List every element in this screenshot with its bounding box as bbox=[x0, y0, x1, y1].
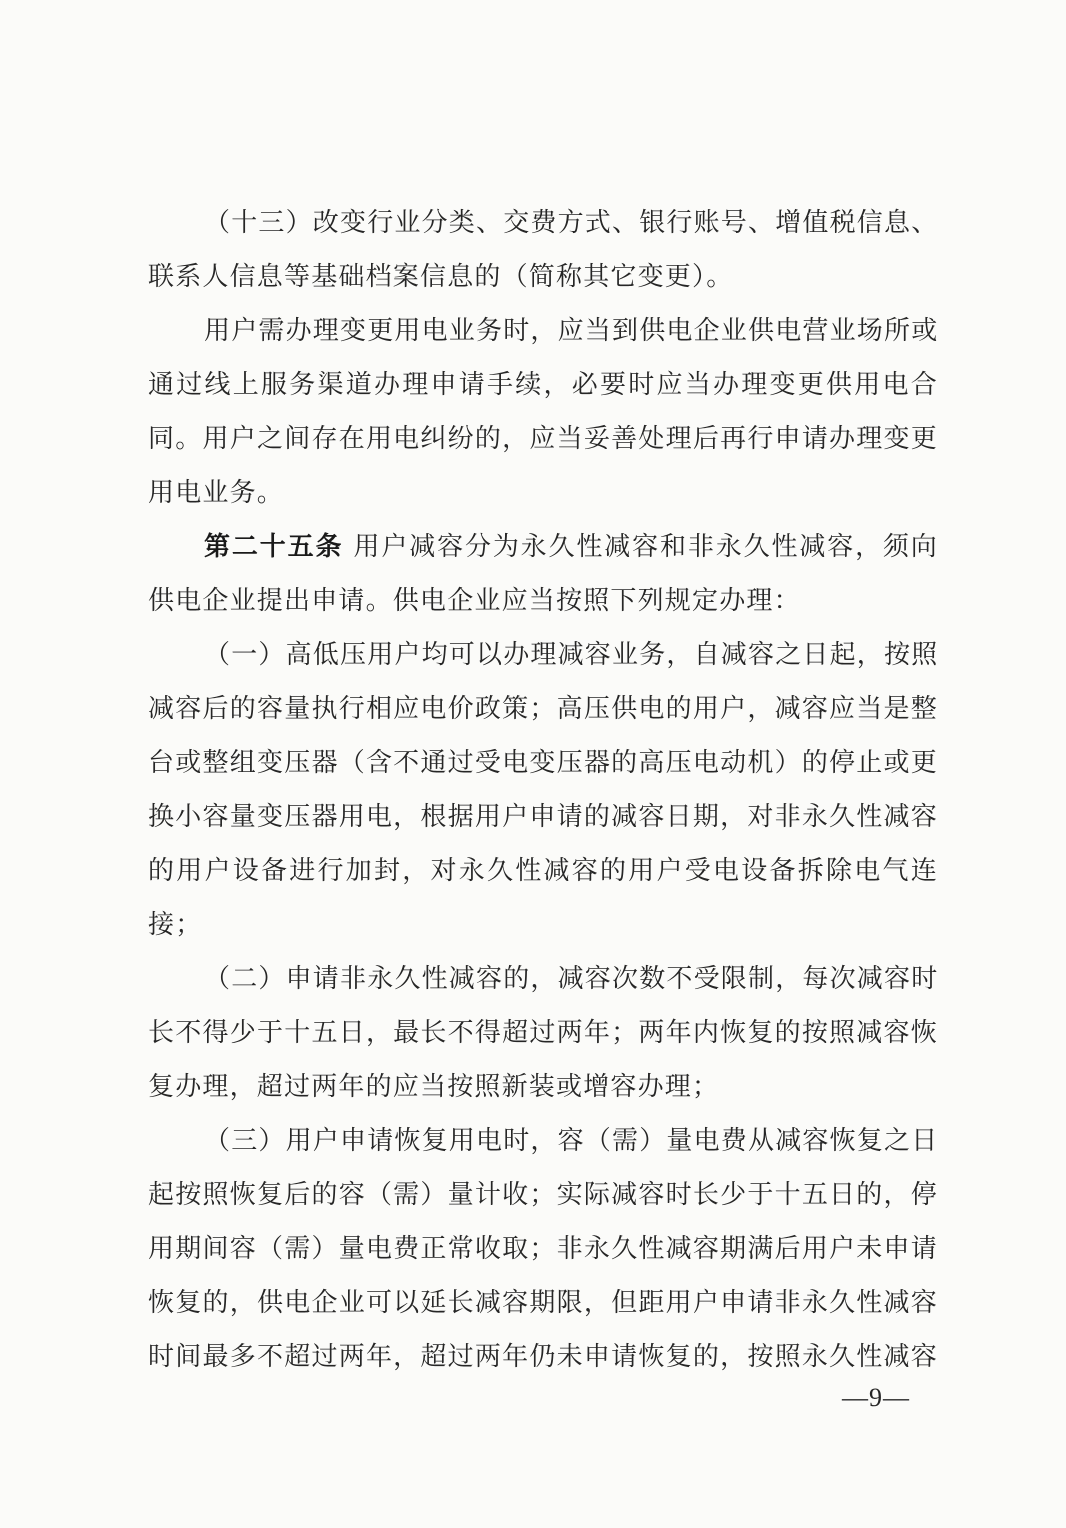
text-line: （三）用户申请恢复用电时，容（需）量电费从减容恢复之日 bbox=[204, 1126, 939, 1156]
page-number: —9— bbox=[842, 1383, 910, 1412]
article-heading: 第二十五条 bbox=[204, 532, 344, 562]
text-line: （十三）改变行业分类、交费方式、银行账号、增值税信息、 bbox=[204, 208, 939, 238]
article-line bbox=[148, 520, 938, 574]
text-line: 供电企业提出申请。供电企业应当按照下列规定办理： bbox=[148, 586, 801, 616]
text-line: 恢复的，供电企业可以延长减容期限，但距用户申请非永久性减容 bbox=[148, 1288, 938, 1318]
text-line: 接； bbox=[148, 910, 203, 940]
body-text bbox=[148, 196, 938, 1384]
text-line: 台或整组变压器（含不通过受电变压器的高压电动机）的停止或更 bbox=[148, 748, 938, 778]
text-line: 用户需办理变更用电业务时，应当到供电企业供电营业场所或 bbox=[204, 316, 939, 346]
text-line: 用电业务。 bbox=[148, 478, 285, 508]
text-line: 复办理，超过两年的应当按照新装或增容办理； bbox=[148, 1072, 720, 1102]
text-line: 联系人信息等基础档案信息的（简称其它变更）。 bbox=[148, 262, 734, 292]
text-line: 用期间容（需）量电费正常收取；非永久性减容期满后用户未申请 bbox=[148, 1234, 938, 1264]
text-line: 长不得少于十五日，最长不得超过两年；两年内恢复的按照减容恢 bbox=[148, 1018, 938, 1048]
text-line: （一）高低压用户均可以办理减容业务，自减容之日起，按照 bbox=[204, 640, 939, 670]
text-line: 起按照恢复后的容（需）量计收；实际减容时长少于十五日的，停 bbox=[148, 1180, 938, 1210]
text-line: 同。用户之间存在用电纠纷的，应当妥善处理后再行申请办理变更 bbox=[148, 424, 938, 454]
article-text: 用户减容分为永久性减容和非永久性减容，须向 bbox=[353, 532, 939, 562]
text-line: （二）申请非永久性减容的，减容次数不受限制，每次减容时 bbox=[204, 964, 939, 994]
text-line: 换小容量变压器用电，根据用户申请的减容日期，对非永久性减容 bbox=[148, 802, 938, 832]
text-line: 时间最多不超过两年，超过两年仍未申请恢复的，按照永久性减容 bbox=[148, 1342, 938, 1372]
text-line: 减容后的容量执行相应电价政策；高压供电的用户，减容应当是整 bbox=[148, 694, 938, 724]
text-line: 通过线上服务渠道办理申请手续，必要时应当办理变更供用电合 bbox=[148, 370, 938, 400]
text-line: 的用户设备进行加封，对永久性减容的用户受电设备拆除电气连 bbox=[148, 856, 938, 886]
